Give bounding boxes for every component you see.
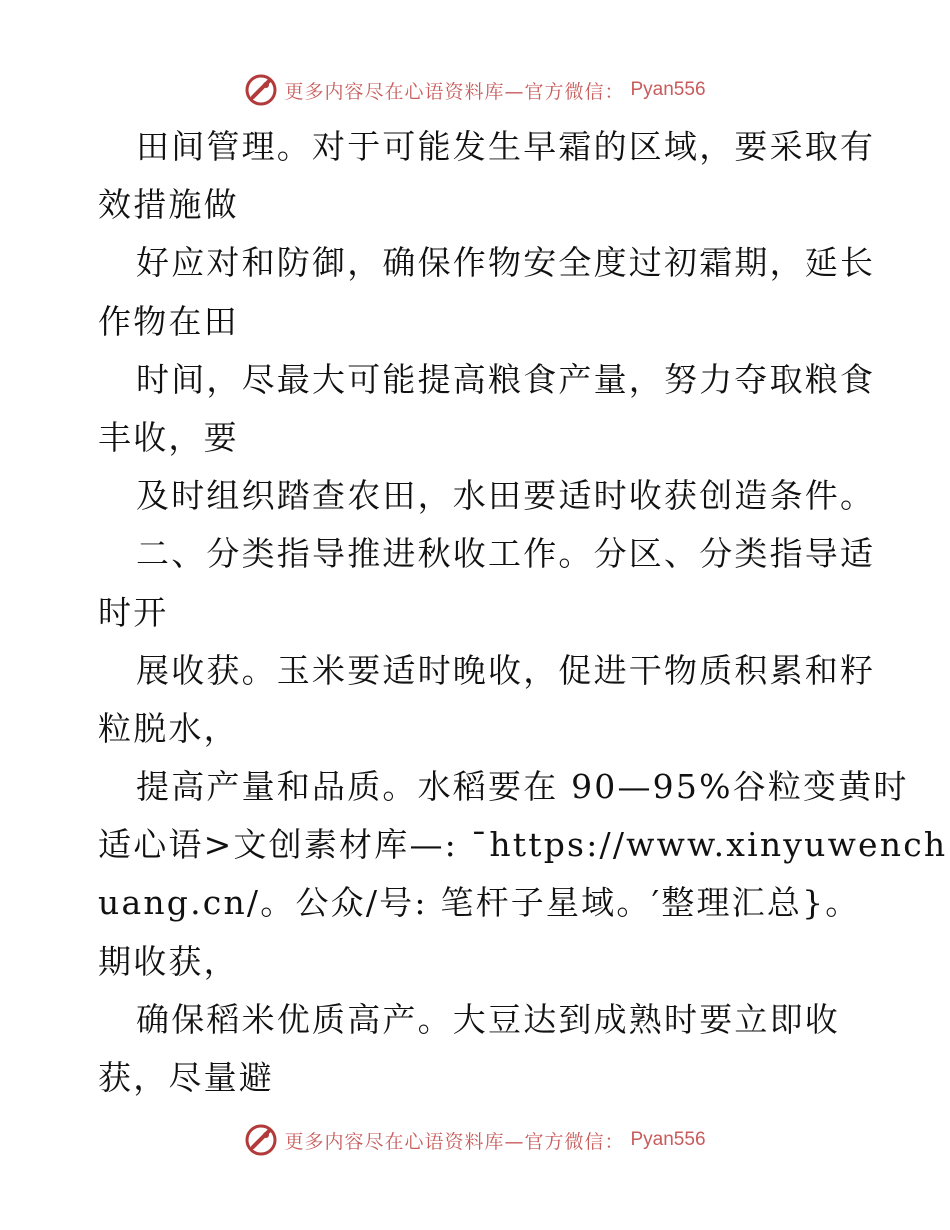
body-line: 获，尽量避 [98, 1058, 274, 1097]
body-line: 田间管理。对于可能发生早霜的区域，要采取有 [136, 127, 876, 166]
footer-banner-text: 更多内容尽在心语资料库—官方微信： [284, 1130, 625, 1153]
header-banner-text: 更多内容尽在心语资料库—官方微信： [284, 80, 625, 103]
body-line: 适心语>文创素材库—: ¯https://www.xinyuwench [98, 825, 948, 865]
brand-logo-icon [244, 73, 278, 107]
body-line: 确保稻米优质高产。大豆达到成熟时要立即收 [136, 999, 840, 1039]
header-banner-contact: Pyan556 [630, 79, 706, 100]
footer-banner-contact: Pyan556 [630, 1129, 706, 1150]
document-body [98, 118, 948, 1107]
body-line: 时间，尽最大可能提高粮食产量，努力夺取粮食 [136, 359, 876, 399]
body-line: 好应对和防御，确保作物安全度过初霜期，延长 [136, 243, 876, 283]
body-line: uang.cn/。公众/号: 笔杆子星域。′整理汇总}。 [98, 883, 861, 923]
body-line: 二、分类指导推进秋收工作。分区、分类指导适 [136, 534, 876, 574]
body-line: 期收获， [98, 941, 239, 981]
body-line: 作物在田 [98, 301, 239, 341]
footer-banner [0, 1120, 950, 1160]
body-line: 效措施做 [98, 185, 239, 225]
body-line: 粒脱水， [98, 708, 239, 748]
body-line: 丰收，要 [98, 417, 239, 457]
header-banner [0, 70, 950, 110]
brand-logo-icon [244, 1123, 278, 1157]
body-line: 时开 [98, 592, 169, 632]
body-line: 及时组织踏查农田，水田要适时收获创造条件。 [136, 476, 876, 516]
body-line: 展收获。玉米要适时晚收，促进干物质积累和籽 [136, 650, 876, 690]
body-line: 提高产量和品质。水稻要在 90—95%谷粒变黄时 [136, 767, 909, 807]
